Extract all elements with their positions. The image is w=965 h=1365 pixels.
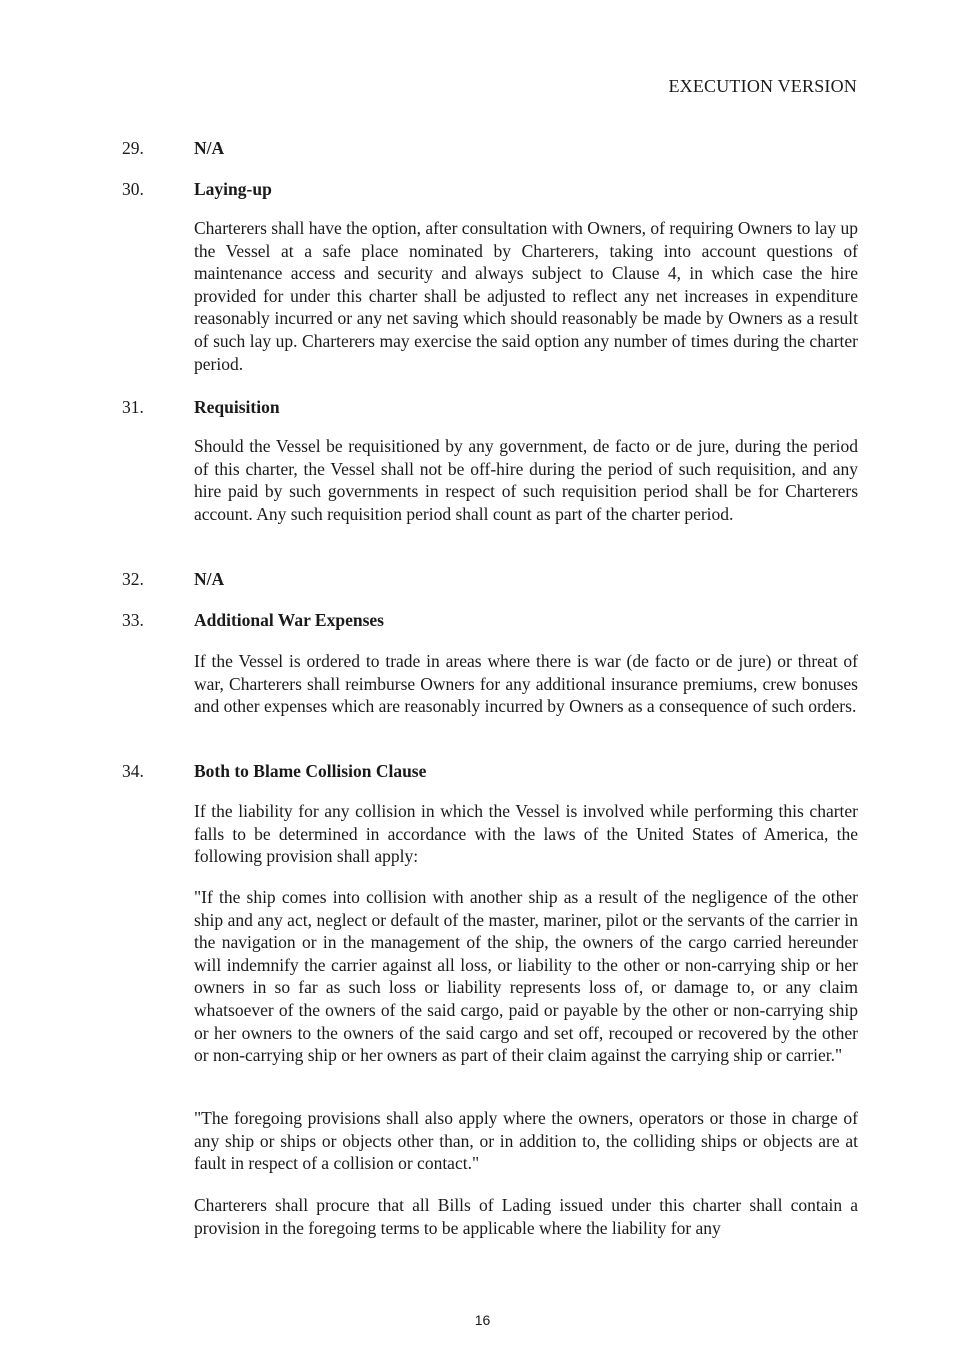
execution-version-header: EXECUTION VERSION [668,76,857,96]
clause-29-heading [122,137,224,159]
clause-31-heading [122,396,280,418]
clause-title: N/A [194,569,225,589]
clause-30-paragraph: Charterers shall have the option, after consultation with Owners, of requiring Owners to lay up the Vessel at a safe place nominated by Charterers, taking into account questions of maintenance access and security and always subject to Clause 4, in which case the hire provided for under this charter shall be adjusted to reflect any net increases in expenditure reasonably incurred or any net saving which should reasonably be made by Owners as a result of such lay up. Charterers may exercise the said option any number of times during the charter period. [194,218,858,374]
clause-number: 32. [122,569,144,589]
clause-34-paragraph-3: "The foregoing provisions shall also apply where the owners, operators or those in charge of any ship or ships or objects other than, or in addition to, the colliding ships or objects are at fault in respect of a collision or contact." [194,1108,858,1174]
clause-number: 33. [122,610,144,630]
clause-33-heading [122,609,384,631]
clause-33-paragraph: If the Vessel is ordered to trade in areas where there is war (de facto or de jure) or threat of war, Charterers shall reimburse Owners for any additional insurance premiums, crew bonuses and other expenses which are reasonably incurred by Owners as a consequence of such orders. [194,651,858,717]
clause-32-heading [122,568,224,590]
clause-number: 31. [122,397,144,417]
clause-30-heading [122,178,272,200]
clause-title: Both to Blame Collision Clause [194,761,427,781]
clause-31-paragraph: Should the Vessel be requisitioned by any government, de facto or de jure, during the period of this charter, the Vessel shall not be off-hire during the period of such requisition, and any hire paid by such governments in respect of such requisition period shall be for Charterers account. Any such requisition period shall count as part of the charter period. [194,436,858,524]
clause-title: Laying-up [194,179,272,199]
clause-number: 30. [122,179,144,199]
clause-number: 34. [122,761,144,781]
clause-title: Requisition [194,397,280,417]
clause-34-heading [122,760,426,782]
clause-number: 29. [122,138,144,158]
page-number: 16 [474,1312,491,1328]
clause-34-paragraph-4: Charterers shall procure that all Bills of Lading issued under this charter shall contain a provision in the foregoing terms to be applicable where the liability for any [194,1195,858,1238]
clause-title: Additional War Expenses [194,610,384,630]
clause-34-paragraph-2: "If the ship comes into collision with another ship as a result of the negligence of the other ship and any act, neglect or default of the master, mariner, pilot or the servants of the carrier in the navigation or in the management of the ship, the owners of the cargo carried hereunder will indemnify the carrier against all loss, or liability to the other or non-carrying ship or her owners in so far as such loss or liability represents loss of, or damage to, or any claim whatsoever of the owners of the said cargo, paid or payable by the other or non-carrying ship or her owners to the owners of the said cargo and set off, recouped or recovered by the other or non-carrying ship or her owners as part of their claim against the carrying ship or carrier." [194,887,858,1066]
clause-34-paragraph-1: If the liability for any collision in which the Vessel is involved while performing this charter falls to be determined in accordance with the laws of the United States of America, the following provision shall apply: [194,801,858,867]
clause-title: N/A [194,138,225,158]
